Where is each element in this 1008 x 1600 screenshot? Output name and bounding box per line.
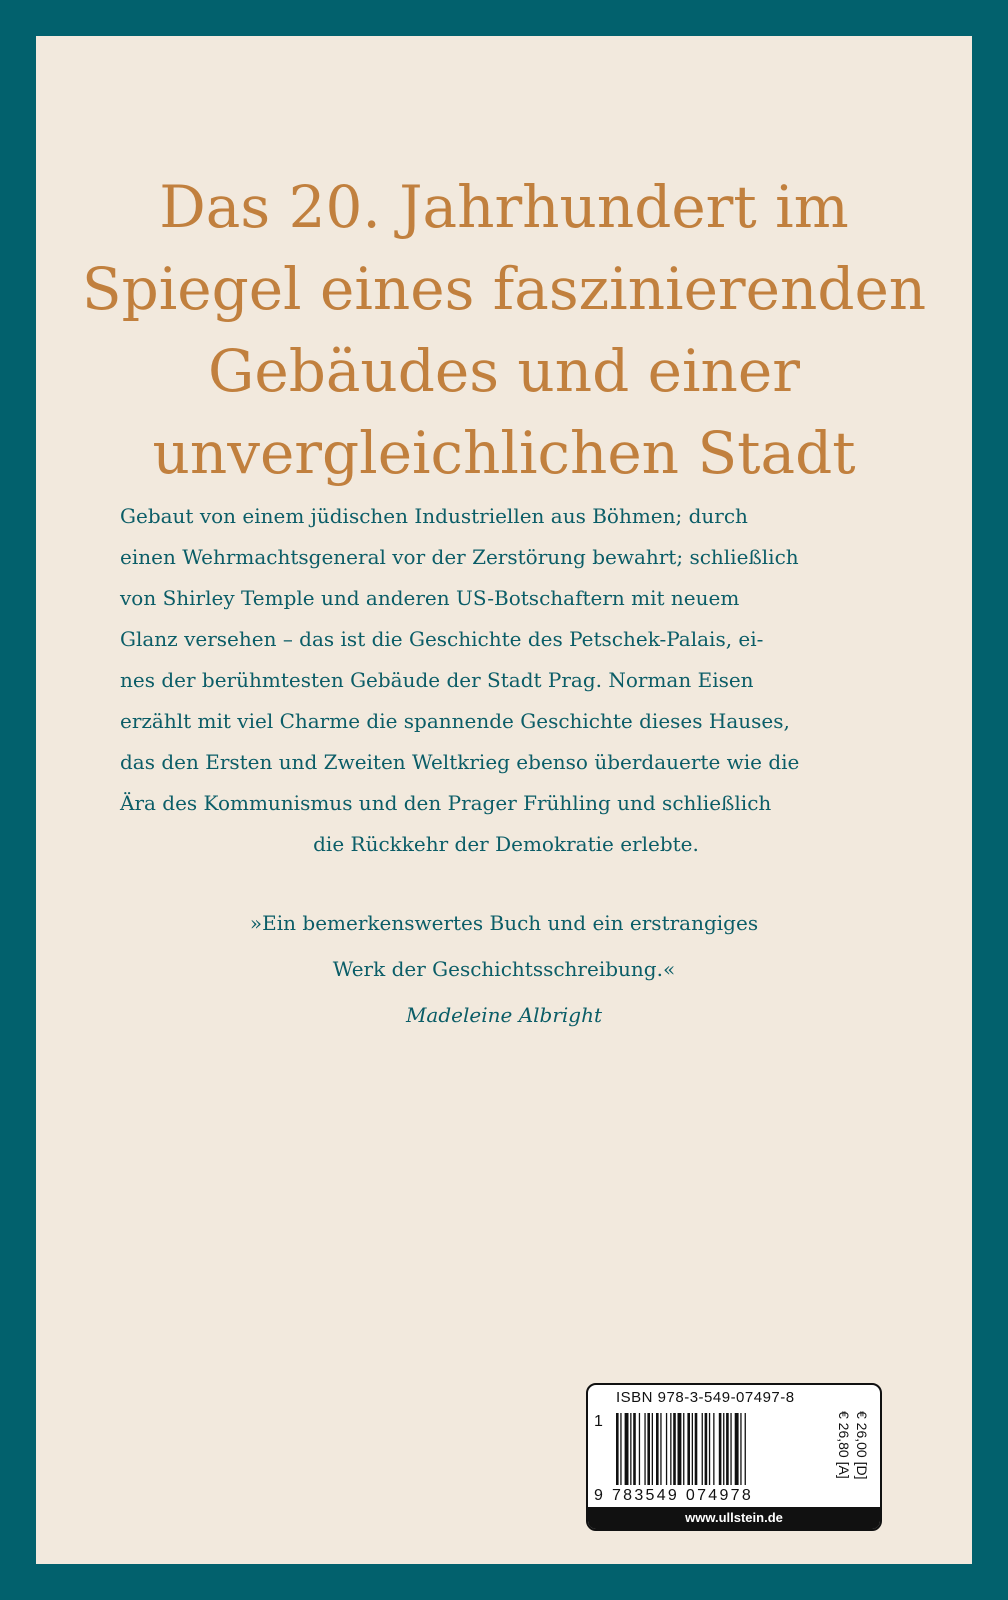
barcode-bar [647,1413,650,1485]
barcode-bar [644,1413,645,1485]
barcode-bar [670,1413,671,1485]
barcode-bar [656,1413,659,1485]
barcode-bar [625,1413,629,1485]
barcode-bar [666,1413,667,1485]
barcode-bar [687,1413,690,1485]
blurb-line: die Rückkehr der Demokratie erlebte. [313,832,699,856]
blurb-line: von Shirley Temple und anderen US-Botschaftern mit neuem [120,586,740,610]
barcode-bar [652,1413,653,1485]
blurb-line: erzählt mit viel Charme die spannende Geschichte dieses Hauses, [120,709,790,733]
isbn-label: ISBN 978-3-549-07497-8 [616,1389,795,1406]
barcode-bar [692,1413,693,1485]
blurb-line: einen Wehrmachtsgeneral vor der Zerstörung bewahrt; schließlich [120,545,799,569]
price-austria: € 26,80 [A] [836,1411,852,1479]
quote-line: »Ein bemerkenswertes Buch und ein erstrangiges [249,911,759,935]
headline-line: Gebäudes und einer [208,337,800,405]
price-column [832,1411,876,1507]
isbn-barcode-box [586,1383,882,1531]
barcode-bar [673,1413,676,1485]
back-cover-panel [36,36,972,1564]
barcode-bar [730,1413,731,1485]
blurb-line: Gebaut von einem jüdischen Industriellen aus Böhmen; durch [120,504,748,528]
headline-line: Das 20. Jahrhundert im [159,173,849,241]
barcode-bar [683,1413,684,1485]
review-quote [36,900,972,1038]
barcode-bar [745,1413,746,1485]
barcode-bar [705,1413,708,1485]
blurb-line: nes der berühmtesten Gebäude der Stadt Prag. Norman Eisen [120,668,754,692]
publisher-website: www.ullstein.de [588,1507,880,1529]
barcode-bar [695,1413,698,1485]
quote-line: Werk der Geschichtsschreibung.« [332,957,676,981]
barcode-bar [713,1413,714,1485]
blurb-line: Glanz versehen – das ist die Geschichte des Petschek-Palais, ei- [120,627,764,651]
blurb-line: Ära des Kommunismus und den Prager Frühling und schließlich [120,791,772,815]
barcode-bar [639,1413,640,1485]
barcode-icon [616,1413,812,1485]
barcode-bar [616,1413,619,1485]
quote-author: Madeleine Albright [405,1003,603,1027]
barcode-bar [726,1413,729,1485]
barcode-bar [723,1413,724,1485]
barcode-lead-digit: 1 [594,1413,603,1430]
price-germany: € 26,00 [D] [854,1411,870,1480]
blurb-text [120,496,892,865]
barcode-digits: 9 783549 074978 [594,1487,754,1504]
barcode-bar [702,1413,703,1485]
barcode-bar [678,1413,682,1485]
headline-line: Spiegel eines faszinierenden [81,255,927,323]
barcode-bar [740,1413,741,1485]
barcode-bar [709,1413,710,1485]
barcode-bar [719,1413,722,1485]
barcode-bar [735,1413,739,1485]
blurb-line: das den Ersten und Zweiten Weltkrieg ebenso überdauerte wie die [120,750,800,774]
barcode-bar [660,1413,661,1485]
headline [36,166,972,494]
barcode-bar [633,1413,636,1485]
barcode-bar [630,1413,631,1485]
barcode-bar [620,1413,621,1485]
headline-line: unvergleichlichen Stadt [152,419,856,487]
